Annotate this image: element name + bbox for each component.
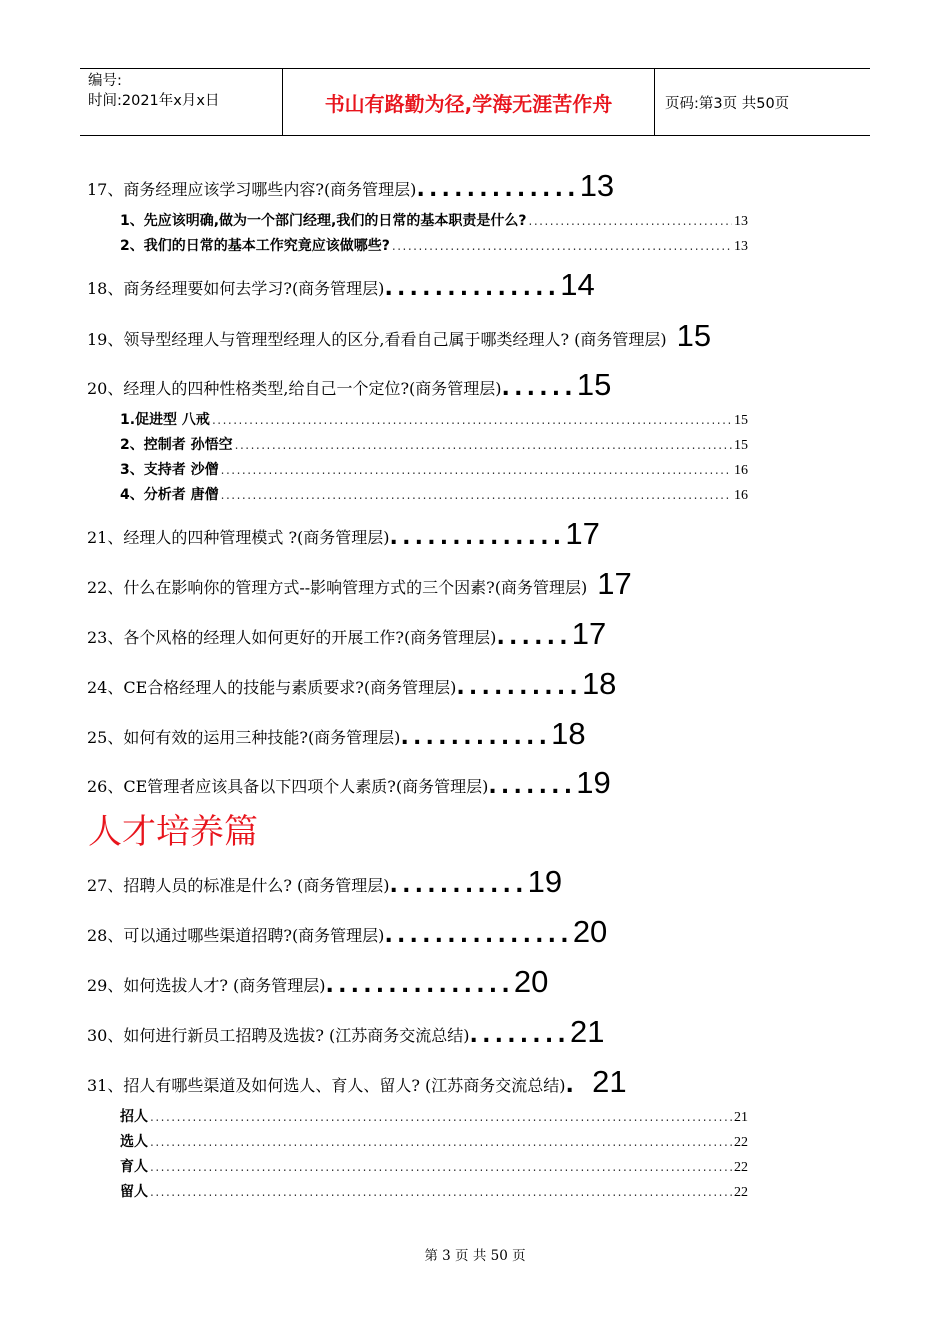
toc-entry-20[interactable] bbox=[87, 369, 611, 401]
page-info: 页码:第3页 共50页 bbox=[665, 95, 790, 112]
toc-entry-title: 26、CE管理者应该具备以下四项个人素质?(商务管理层) bbox=[87, 777, 489, 796]
header-table bbox=[80, 68, 870, 136]
toc-subentry-title: 1、先应该明确,做为一个部门经理,我们的日常的基本职责是什么? bbox=[120, 213, 527, 229]
toc-subentry-20-4[interactable] bbox=[120, 486, 748, 505]
toc-leader: ........... bbox=[389, 876, 528, 898]
toc-subentry-title: 3、支持者 沙僧 bbox=[120, 462, 219, 478]
section-title: 人才培养篇 bbox=[88, 812, 258, 852]
toc-page-number: 22 bbox=[734, 1135, 748, 1150]
toc-entry-title: 17、商务经理应该学习哪些内容?(商务管理层) bbox=[87, 180, 417, 199]
toc-subentry-title: 1.促进型 八戒 bbox=[120, 412, 210, 428]
toc-entry-29[interactable] bbox=[87, 966, 548, 998]
toc-leader bbox=[221, 461, 732, 479]
toc-leader: . bbox=[565, 1076, 579, 1098]
toc-entry-title: 28、可以通过哪些渠道招聘?(商务管理层) bbox=[87, 926, 385, 945]
toc-leader bbox=[221, 486, 732, 504]
toc-entry-title: 29、如何选拔人才? (商务管理层) bbox=[87, 976, 326, 995]
toc-leader bbox=[150, 1158, 732, 1176]
toc-subentry-title: 2、我们的日常的基本工作究竟应该做哪些? bbox=[120, 238, 390, 254]
toc-subentry-20-1[interactable] bbox=[120, 411, 748, 430]
toc-entry-23[interactable] bbox=[87, 618, 606, 650]
toc-page-number: 14 bbox=[560, 267, 595, 302]
toc-page-number: 16 bbox=[734, 488, 748, 503]
toc-subentry-title: 招人 bbox=[120, 1109, 148, 1125]
toc-entry-title: 22、什么在影响你的管理方式--影响管理方式的三个因素?(商务管理层) bbox=[87, 578, 588, 597]
toc-entry-19[interactable] bbox=[87, 320, 711, 352]
toc-entry-26[interactable] bbox=[87, 767, 611, 799]
toc-page-number: 17 bbox=[597, 566, 632, 601]
toc-page-number: 22 bbox=[734, 1185, 748, 1200]
toc-leader: ....... bbox=[488, 777, 577, 799]
toc-page-number: 17 bbox=[565, 516, 600, 551]
toc-subentry-31-4[interactable] bbox=[120, 1183, 748, 1202]
toc-entry-title: 30、如何进行新员工招聘及选拔? (江苏商务交流总结) bbox=[87, 1026, 470, 1045]
page-footer: 第 3 页 共 50 页 bbox=[424, 1248, 526, 1264]
toc-entry-title: 21、经理人的四种管理模式 ?(商务管理层) bbox=[87, 528, 390, 547]
toc-page-number: 18 bbox=[551, 716, 586, 751]
toc-leader bbox=[392, 237, 732, 255]
toc-entry-28[interactable] bbox=[87, 916, 607, 948]
toc-entry-title: 18、商务经理要如何去学习?(商务管理层) bbox=[87, 279, 385, 298]
toc-entry-18[interactable] bbox=[87, 269, 595, 301]
toc-leader: ............ bbox=[400, 728, 552, 750]
motto: 书山有路勤为径,学海无涯苦作舟 bbox=[283, 69, 655, 135]
toc-leader: .......... bbox=[456, 678, 582, 700]
toc-page-number: 15 bbox=[676, 318, 712, 353]
toc-page-number: 20 bbox=[572, 914, 608, 949]
toc-leader: .............. bbox=[384, 279, 561, 301]
toc-subentry-17-2[interactable] bbox=[120, 237, 748, 256]
toc-subentry-title: 2、控制者 孙悟空 bbox=[120, 437, 233, 453]
toc-entry-title: 27、招聘人员的标准是什么? (商务管理层) bbox=[87, 876, 390, 895]
toc-leader bbox=[150, 1133, 732, 1151]
header-left-cell bbox=[80, 69, 283, 135]
toc-leader: ............. bbox=[416, 180, 580, 202]
toc-leader bbox=[529, 212, 733, 230]
toc-leader: ............... bbox=[325, 976, 514, 998]
toc-subentry-17-1[interactable] bbox=[120, 212, 748, 231]
toc-page-number: 19 bbox=[527, 864, 563, 899]
toc-subentry-title: 育人 bbox=[120, 1159, 148, 1175]
toc-entry-title: 25、如何有效的运用三种技能?(商务管理层) bbox=[87, 728, 401, 747]
toc-leader: ........ bbox=[469, 1026, 570, 1048]
toc-entry-25[interactable] bbox=[87, 718, 586, 750]
toc-leader: ...... bbox=[496, 628, 572, 650]
toc-page-number: 20 bbox=[513, 964, 549, 999]
toc-subentry-title: 留人 bbox=[120, 1184, 148, 1200]
toc-page-number: 21 bbox=[592, 1064, 627, 1099]
toc-subentry-31-1[interactable] bbox=[120, 1108, 748, 1127]
toc-entry-21[interactable] bbox=[87, 518, 600, 550]
toc-entry-22[interactable] bbox=[87, 568, 632, 600]
toc-page-number: 16 bbox=[734, 463, 748, 478]
date-label: 时间:2021年x月x日 bbox=[88, 93, 220, 109]
toc-page-number: 15 bbox=[576, 367, 612, 402]
toc-page-number: 17 bbox=[571, 616, 607, 651]
toc-subentry-20-3[interactable] bbox=[120, 461, 748, 480]
toc-page-number: 15 bbox=[734, 438, 748, 453]
toc-entry-title: 31、招人有哪些渠道及如何选人、育人、留人? (江苏商务交流总结) bbox=[87, 1076, 566, 1095]
toc-page-number: 13 bbox=[734, 239, 748, 254]
toc-page-number: 21 bbox=[734, 1110, 748, 1125]
toc-subentry-31-2[interactable] bbox=[120, 1133, 748, 1152]
toc-entry-title: 20、经理人的四种性格类型,给自己一个定位?(商务管理层) bbox=[87, 379, 502, 398]
toc-subentry-31-3[interactable] bbox=[120, 1158, 748, 1177]
toc-page-number: 18 bbox=[581, 666, 617, 701]
toc-entry-title: 19、领导型经理人与管理型经理人的区分,看看自己属于哪类经理人? (商务管理层) bbox=[87, 330, 667, 349]
toc-subentry-20-2[interactable] bbox=[120, 436, 748, 455]
toc-entry-31[interactable] bbox=[87, 1066, 627, 1098]
toc-entry-17[interactable] bbox=[87, 170, 614, 202]
toc-leader bbox=[212, 411, 732, 429]
toc-leader bbox=[150, 1183, 732, 1201]
code-label: 编号: bbox=[88, 73, 122, 89]
toc-entry-title: 23、各个风格的经理人如何更好的开展工作?(商务管理层) bbox=[87, 628, 497, 647]
toc-entry-27[interactable] bbox=[87, 866, 562, 898]
toc-entry-30[interactable] bbox=[87, 1016, 604, 1048]
toc-page-number: 19 bbox=[576, 765, 611, 800]
toc-leader bbox=[235, 436, 732, 454]
toc-leader: .............. bbox=[389, 528, 566, 550]
toc-page-number: 13 bbox=[734, 214, 748, 229]
toc-page-number: 15 bbox=[734, 413, 748, 428]
toc-page-number: 13 bbox=[579, 168, 615, 203]
toc-entry-24[interactable] bbox=[87, 668, 616, 700]
toc-subentry-title: 选人 bbox=[120, 1134, 148, 1150]
toc-leader bbox=[150, 1108, 732, 1126]
toc-leader: ............... bbox=[384, 926, 573, 948]
toc-page-number: 22 bbox=[734, 1160, 748, 1175]
toc-subentry-title: 4、分析者 唐僧 bbox=[120, 487, 219, 503]
toc-leader: ...... bbox=[501, 379, 577, 401]
toc-page-number: 21 bbox=[569, 1014, 605, 1049]
toc-entry-title: 24、CE合格经理人的技能与素质要求?(商务管理层) bbox=[87, 678, 457, 697]
